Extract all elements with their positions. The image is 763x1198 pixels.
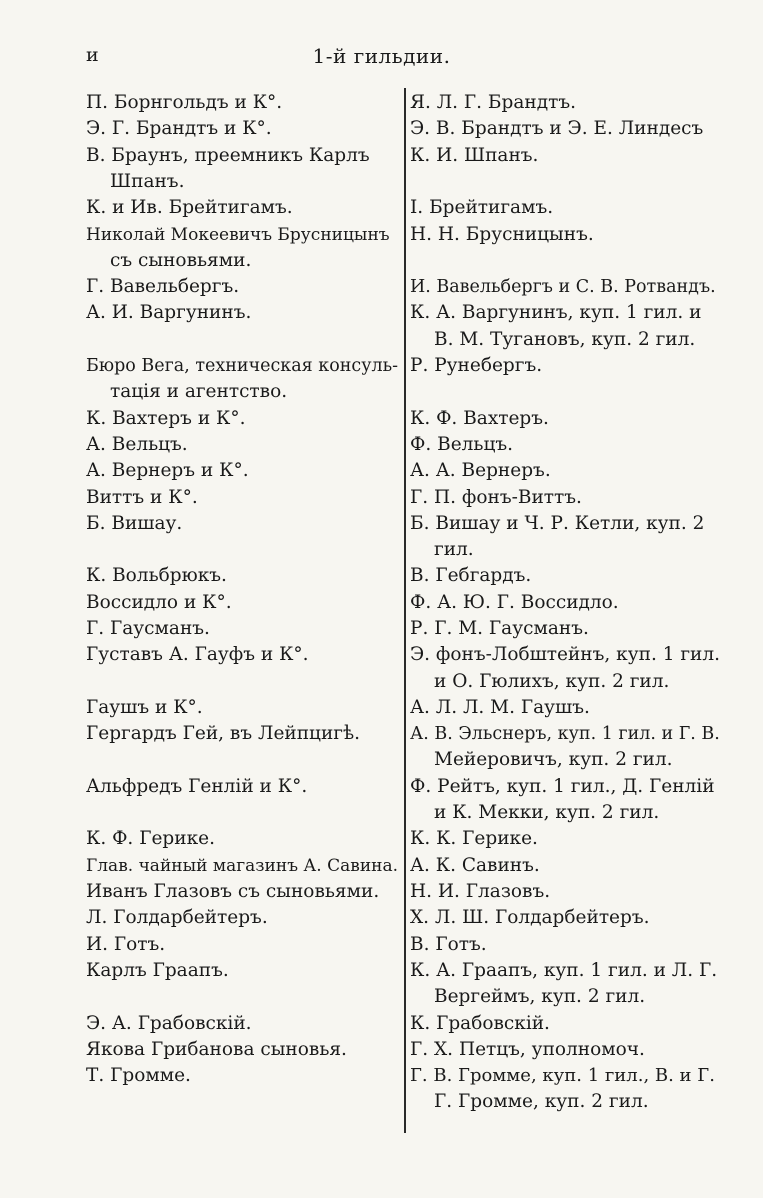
entry-line: В. Готъ.	[410, 933, 487, 955]
entry-line: К. К. Герике.	[410, 828, 538, 850]
entry-line: А. Вельцъ.	[86, 433, 188, 455]
entry-line: Р. Рунебергъ.	[410, 355, 543, 376]
entry-line: К. Грабовскій.	[410, 1012, 550, 1034]
firm-entry	[86, 511, 398, 537]
owner-entry	[410, 90, 722, 116]
firm-entry	[86, 695, 398, 721]
firm-entry	[86, 826, 398, 852]
entry-line: Альфредъ Генлій и К°.	[86, 775, 308, 797]
firm-entry	[86, 274, 398, 300]
entry-line: К. и Ив. Брейтигамъ.	[86, 197, 293, 219]
entry-continuation-line: Вергеймъ, куп. 2 гил.	[434, 986, 646, 1008]
firm-entry	[86, 406, 398, 432]
firm-entry	[86, 432, 398, 458]
owner-entry	[410, 774, 722, 827]
owner-entry	[410, 642, 722, 695]
entry-line: А. Л. Л. М. Гаушъ.	[410, 696, 590, 718]
firm-entry	[86, 143, 398, 196]
owner-entry	[410, 1011, 722, 1037]
entry-line: Карлъ Граапъ.	[86, 959, 229, 981]
entry-line: Х. Л. Ш. Голдарбейтеръ.	[410, 907, 650, 929]
entry-continuation-line: съ сыновьями.	[110, 249, 252, 271]
page-number: и	[86, 44, 99, 66]
firm-entry	[86, 353, 398, 406]
entry-continuation-line: Шпанъ.	[110, 170, 185, 192]
entry-line: А. А. Вернеръ.	[410, 460, 551, 482]
entry-line: К. Вольбрюкъ.	[86, 565, 227, 587]
entry-line: В. Браунъ, преемникъ Карлъ	[86, 144, 370, 166]
owner-entry	[410, 695, 722, 721]
entry-line: И. Готъ.	[86, 933, 166, 955]
entry-line: И. Вавельбергъ и С. В. Ротвандъ.	[410, 277, 716, 298]
firm-entry	[86, 222, 398, 275]
entry-line: К. Ф. Вахтеръ.	[410, 407, 549, 429]
entry-line: Бюро Вега, техническая консуль-	[86, 356, 399, 376]
column-divider	[404, 88, 406, 1133]
entry-line: Т. Громме.	[86, 1065, 191, 1087]
entry-line: Г. П. фонъ-Виттъ.	[410, 486, 582, 508]
entry-line: Э. фонъ-Лобштейнъ, куп. 1 гил.	[410, 644, 721, 666]
entry-line: Гергардъ Гей, въ Лейпцигѣ.	[86, 723, 361, 745]
running-head: 1-й гильдии.	[312, 44, 451, 68]
firm-entry	[86, 774, 398, 800]
owner-entry	[410, 879, 722, 905]
owner-entry	[410, 826, 722, 852]
firm-entry	[86, 616, 398, 642]
entry-line: Б. Вишау.	[86, 512, 183, 534]
entry-line: Густавъ А. Гауфъ и К°.	[86, 644, 309, 666]
firm-entry	[86, 879, 398, 905]
entry-line: Виттъ и К°.	[86, 486, 198, 508]
entry-line: А. Вернеръ и К°.	[86, 460, 249, 482]
owner-entry	[410, 432, 722, 458]
entry-line: Э. В. Брандтъ и Э. Е. Линдесъ	[410, 118, 704, 140]
entry-line: Ф. А. Ю. Г. Воссидло.	[410, 591, 619, 613]
owner-entry	[410, 274, 722, 300]
entry-line: Э. А. Грабовскій.	[86, 1012, 252, 1034]
owner-entry	[410, 406, 722, 432]
entry-line: Глав. чайный магазинъ А. Савина.	[86, 855, 399, 876]
entry-line: Г. Х. Петцъ, уполномоч.	[410, 1038, 645, 1060]
entry-line: В. Гебгардъ.	[410, 565, 532, 587]
entry-line: К. А. Варгунинъ, куп. 1 гил. и	[410, 302, 702, 324]
entry-line: Л. Голдарбейтеръ.	[86, 907, 268, 929]
entry-line: Иванъ Глазовъ съ сыновьями.	[86, 881, 380, 902]
entry-line: Г. В. Громме, куп. 1 гил., В. и Г.	[410, 1065, 715, 1087]
firm-entry	[86, 1063, 398, 1089]
entry-line: Я. Л. Г. Брандтъ.	[410, 92, 576, 113]
entry-continuation-line: и К. Мекки, куп. 2 гил.	[434, 802, 660, 824]
owner-entry	[410, 1037, 722, 1063]
owner-entry	[410, 563, 722, 589]
owner-entry	[410, 300, 722, 353]
owner-entry	[410, 590, 722, 616]
firm-entry	[86, 195, 398, 221]
owner-entry	[410, 485, 722, 511]
firm-entry	[86, 905, 398, 931]
firm-entry	[86, 90, 398, 116]
owner-entry	[410, 905, 722, 931]
entry-continuation-line: гил.	[434, 539, 474, 561]
firm-entry	[86, 932, 398, 958]
firm-entry	[86, 958, 398, 984]
entry-line: А. К. Савинъ.	[410, 854, 540, 876]
firm-entry	[86, 721, 398, 747]
owner-entry	[410, 853, 722, 879]
firm-entry	[86, 853, 398, 879]
entry-line: К. И. Шпанъ.	[410, 144, 539, 166]
owner-entry	[410, 721, 722, 774]
owner-entry	[410, 958, 722, 1011]
entry-continuation-line: Мейеровичъ, куп. 2 гил.	[434, 749, 673, 771]
owner-entry	[410, 932, 722, 958]
entry-line: Николай Мокеевичъ Брусницынъ	[86, 224, 390, 245]
entry-line: Н. Н. Брусницынъ.	[410, 223, 594, 245]
owner-entry	[410, 353, 722, 379]
entry-line: Ф. Рейтъ, куп. 1 гил., Д. Генлій	[410, 775, 715, 797]
entry-line: Э. Г. Брандтъ и К°.	[86, 118, 272, 140]
owner-entry	[410, 222, 722, 248]
entry-line: Р. Г. М. Гаусманъ.	[410, 618, 589, 639]
entry-line: Гаушъ и К°.	[86, 696, 203, 718]
firm-entry	[86, 116, 398, 142]
entry-line: Б. Вишау и Ч. Р. Кетли, куп. 2	[410, 512, 705, 534]
entry-line: Н. И. Глазовъ.	[410, 881, 551, 902]
entry-line: А. И. Варгунинъ.	[86, 302, 252, 324]
entry-continuation-line: тація и агентство.	[110, 381, 288, 403]
owner-entry	[410, 195, 722, 221]
firm-entry	[86, 563, 398, 589]
owner-entry	[410, 616, 722, 642]
entry-line: Воссидло и К°.	[86, 591, 232, 613]
entry-continuation-line: В. М. Тугановъ, куп. 2 гил.	[434, 328, 696, 350]
entry-line: I. Брейтигамъ.	[410, 197, 554, 219]
owner-entry	[410, 116, 722, 142]
entry-line: А. В. Эльснеръ, куп. 1 гил. и Г. В.	[410, 724, 720, 745]
entry-line: Г. Гаусманъ.	[86, 618, 210, 639]
entry-line: Ф. Вельцъ.	[410, 433, 514, 455]
firm-entry	[86, 590, 398, 616]
entry-continuation-line: Г. Громме, куп. 2 гил.	[434, 1091, 649, 1113]
entry-line: Якова Грибанова сыновья.	[86, 1038, 347, 1060]
firm-entry	[86, 458, 398, 484]
entry-line: К. Вахтеръ и К°.	[86, 407, 246, 429]
owner-entry	[410, 143, 722, 169]
firm-entry	[86, 300, 398, 326]
firm-entry	[86, 642, 398, 668]
owner-entry	[410, 458, 722, 484]
owner-entry	[410, 511, 722, 564]
entry-line: П. Борнгольдъ и К°.	[86, 92, 283, 113]
entry-continuation-line: и О. Гюлихъ, куп. 2 гил.	[434, 670, 670, 692]
entry-line: К. А. Граапъ, куп. 1 гил. и Л. Г.	[410, 959, 718, 981]
firm-entry	[86, 1037, 398, 1063]
firm-entry	[86, 485, 398, 511]
firm-entry	[86, 1011, 398, 1037]
owner-entry	[410, 1063, 722, 1116]
entry-line: К. Ф. Герике.	[86, 828, 215, 850]
entry-line: Г. Вавельбергъ.	[86, 276, 240, 298]
